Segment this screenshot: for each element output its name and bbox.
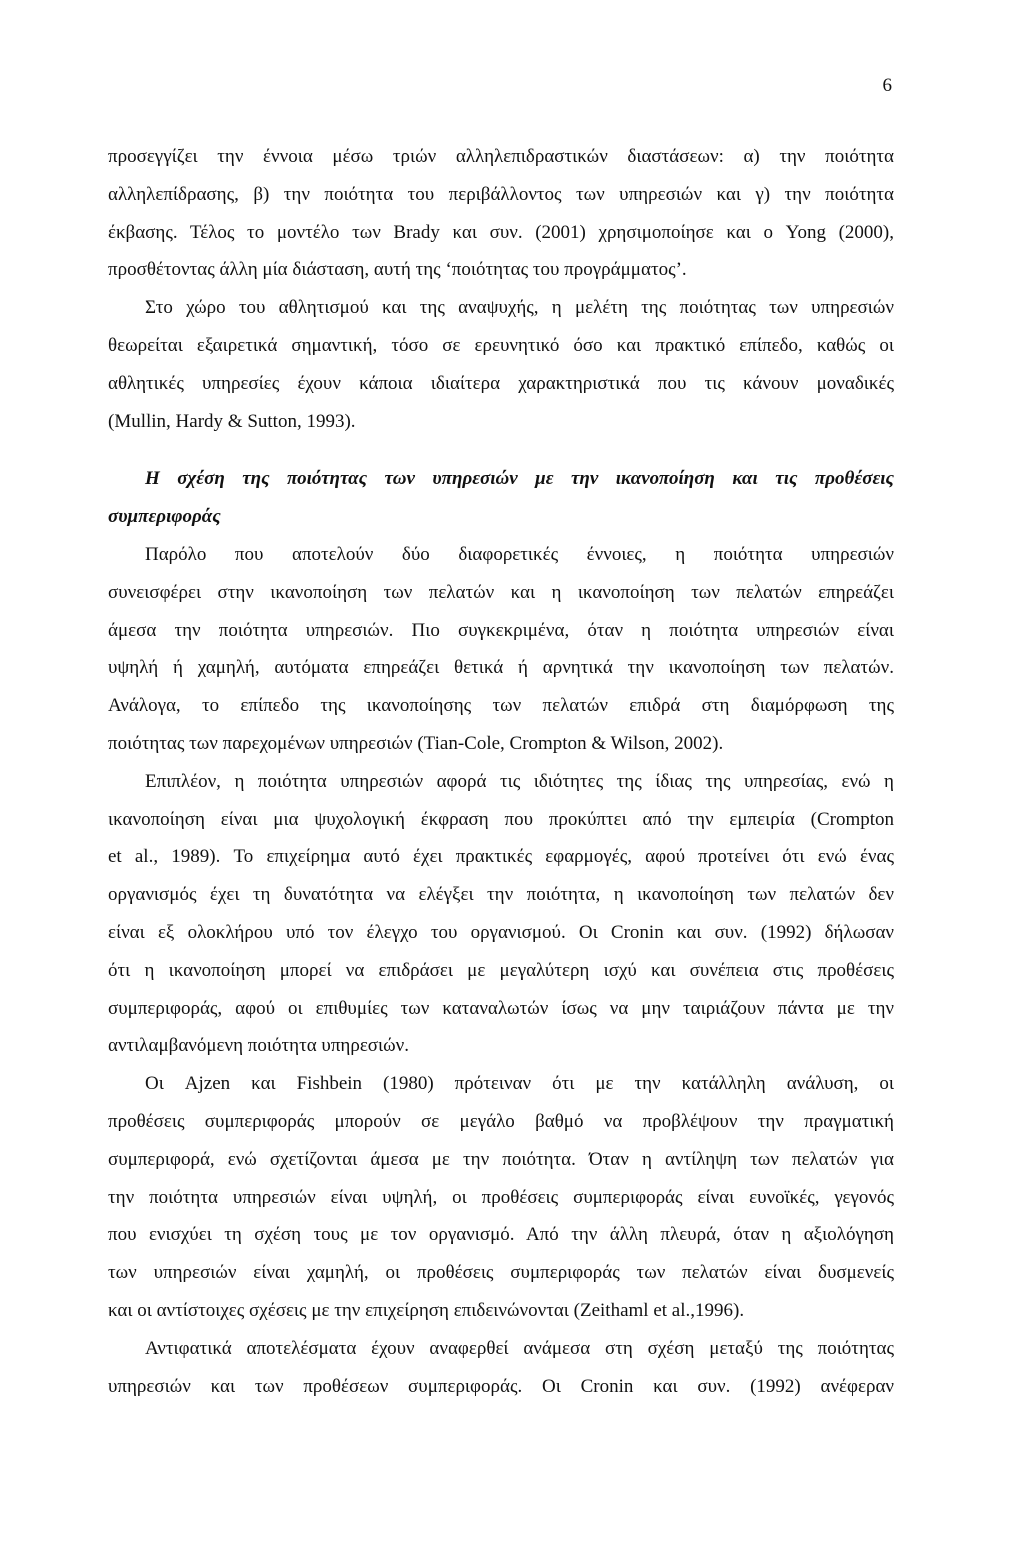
paragraph-2 (108, 289, 894, 440)
text-line: Επιπλέον, η ποιότητα υπηρεσιών αφορά τις ιδιότητες της ίδιας της υπηρεσίας, ενώ η (145, 770, 894, 792)
text-line: θεωρείται εξαιρετικά σημαντική, τόσο σε ερευνητικό όσο και πρακτικό επίπεδο, καθώς οι (108, 334, 894, 356)
text-line: αλληλεπίδρασης, β) την ποιότητα του περιβάλλοντος των υπηρεσιών και γ) την ποιότητα (108, 183, 894, 205)
text-line: Στο χώρο του αθλητισμού και της αναψυχής, η μελέτη της ποιότητας των υπηρεσιών (145, 297, 894, 319)
text-line: Παρόλο που αποτελούν δύο διαφορετικές έννοιες, η ποιότητα υπηρεσιών (145, 543, 894, 565)
text-line: των υπηρεσιών είναι χαμηλή, οι προθέσεις συμπεριφοράς των πελατών είναι δυσμενείς (108, 1262, 894, 1284)
text-line: ποιότητας των παρεχομένων υπηρεσιών (Tian-Cole, Crompton & Wilson, 2002). (108, 732, 724, 754)
text-line: και οι αντίστοιχες σχέσεις με την επιχείρηση επιδεινώνονται (Zeithaml et al.,1996). (108, 1299, 745, 1321)
text-line: et al., 1989). Το επιχείρημα αυτό έχει πρακτικές εφαρμογές, αφού προτείνει ότι ενώ ένας (108, 846, 894, 868)
text-line: έκβασης. Τέλος το μοντέλο των Brady και συν. (2001) χρησιμοποίησε και ο Yong (2000), (108, 221, 894, 243)
text-line: ικανοποίηση είναι μια ψυχολογική έκφραση που προκύπτει από την εμπειρία (Crompton (108, 808, 894, 830)
text-line: προσεγγίζει την έννοια μέσω τριών αλληλεπιδραστικών διαστάσεων: α) την ποιότητα (108, 146, 894, 167)
page-number: 6 (882, 75, 892, 96)
text-line: υπηρεσιών και των προθέσεων συμπεριφοράς. Οι Cronin και συν. (1992) ανέφεραν (108, 1375, 894, 1397)
text-line: οργανισμός έχει τη δυνατότητα να ελέγξει την ποιότητα, η ικανοποίηση των πελατών δεν (108, 884, 894, 906)
paragraph-5 (108, 1065, 894, 1330)
heading-line: συμπεριφοράς (108, 506, 221, 528)
text-line: συμπεριφορά, ενώ σχετίζονται άμεσα με την ποιότητα. Όταν η αντίληψη των πελατών για (108, 1148, 894, 1170)
text-line: υψηλή ή χαμηλή, αυτόματα επηρεάζει θετικά ή αρνητικά την ικανοποίηση των πελατών. (108, 657, 894, 679)
text-line: συνεισφέρει στην ικανοποίηση των πελατών και η ικανοποίηση των πελατών επηρεάζει (108, 581, 894, 603)
text-line: αθλητικές υπηρεσίες έχουν κάποια ιδιαίτερα χαρακτηριστικά που τις κάνουν μοναδικές (108, 372, 894, 394)
text-line: Ανάλογα, το επίπεδο της ικανοποίησης των πελατών επιδρά στη διαμόρφωση της (108, 695, 894, 717)
paragraph-4 (108, 763, 894, 1065)
text-line: συμπεριφοράς, αφού οι επιθυμίες των καταναλωτών ίσως να μην ταιριάζουν πάντα με την (108, 997, 894, 1019)
text-line: αντιλαμβανόμενη ποιότητα υπηρεσιών. (108, 1035, 410, 1057)
text-line: προθέσεις συμπεριφοράς μπορούν σε μεγάλο βαθμό να προβλέψουν την πραγματική (108, 1110, 894, 1132)
heading-line: Η σχέση της ποιότητας των υπηρεσιών με την ικανοποίηση και τις προθέσεις (145, 468, 894, 490)
paragraph-3 (108, 536, 894, 763)
text-line: την ποιότητα υπηρεσιών είναι υψηλή, οι προθέσεις συμπεριφοράς είναι ευνοϊκές, γεγονός (108, 1186, 894, 1208)
text-line: Αντιφατικά αποτελέσματα έχουν αναφερθεί ανάμεσα στη σχέση μεταξύ της ποιότητας (145, 1337, 894, 1359)
text-line: (Mullin, Hardy & Sutton, 1993). (108, 410, 356, 432)
paragraph-6 (108, 1330, 894, 1406)
text-line: άμεσα την ποιότητα υπηρεσιών. Πιο συγκεκριμένα, όταν η ποιότητα υπηρεσιών είναι (108, 619, 894, 641)
text-line: Οι Ajzen και Fishbein (1980) πρότειναν ότι με την κατάλληλη ανάλυση, οι (145, 1073, 894, 1095)
document-body (108, 138, 894, 1405)
section-heading (108, 460, 894, 536)
text-line: ότι η ικανοποίηση μπορεί να επιδράσει με μεγαλύτερη ισχύ και συνέπεια στις προθέσεις (108, 959, 894, 981)
paragraph-1 (108, 138, 894, 289)
text-line: προσθέτοντας άλλη μία διάσταση, αυτή της ‘ποιότητας του προγράμματος’. (108, 259, 687, 281)
text-line: είναι εξ ολοκλήρου υπό τον έλεγχο του οργανισμού. Οι Cronin και συν. (1992) δήλωσαν (108, 921, 894, 943)
text-line: που ενισχύει τη σχέση τους με τον οργανισμό. Από την άλλη πλευρά, όταν η αξιολόγηση (108, 1224, 894, 1246)
